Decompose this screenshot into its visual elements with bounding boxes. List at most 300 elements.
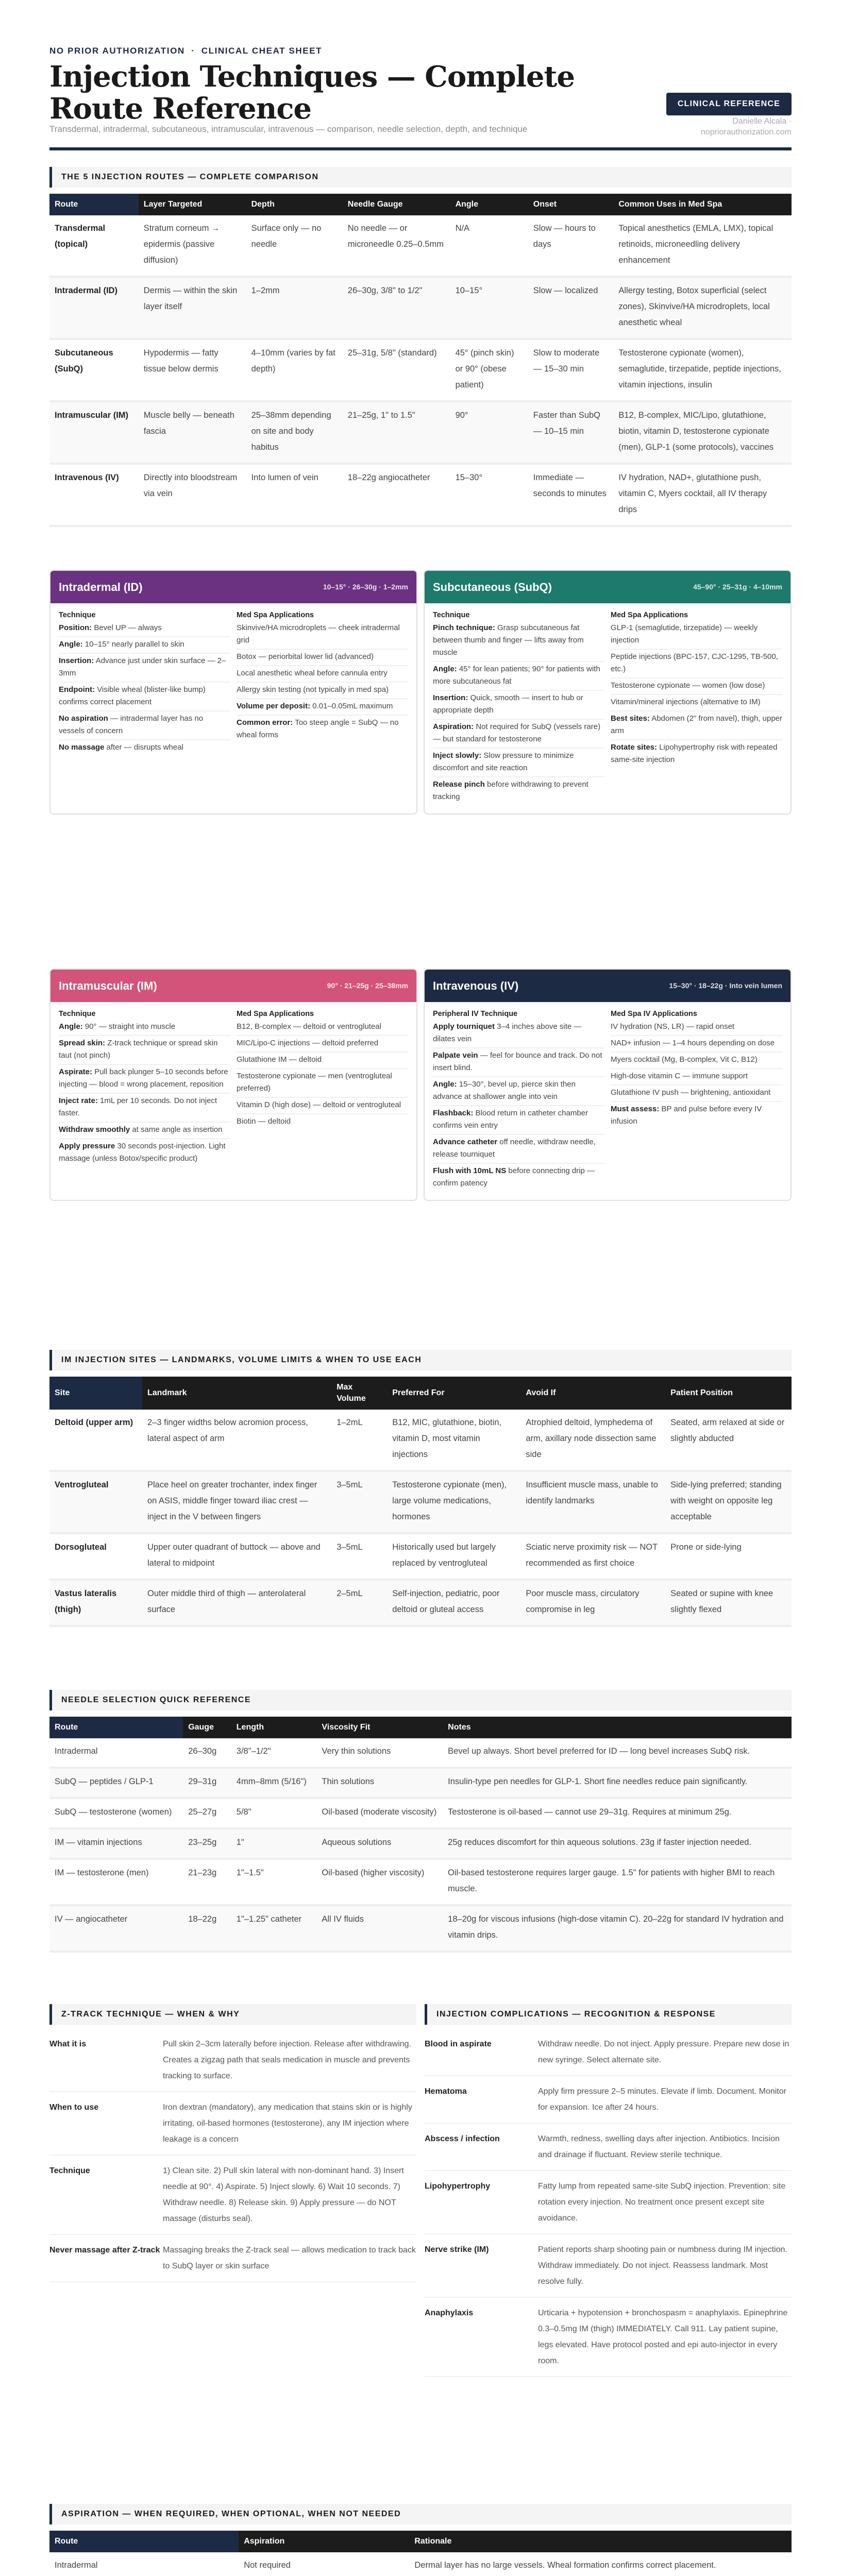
row-label: Intradermal bbox=[49, 1738, 183, 1768]
table-cell: 3–5mL bbox=[331, 1471, 387, 1533]
card-item-label: Common error: bbox=[237, 718, 293, 727]
header-kicker bbox=[49, 43, 322, 59]
route-card-body bbox=[425, 1002, 790, 1200]
card-item-text: Visible wheal (blister-like bump) confirms correct placement bbox=[59, 685, 206, 707]
card-item bbox=[611, 1020, 782, 1036]
card-item-text: Abdomen (2" from navel), thigh, upper arm bbox=[611, 714, 783, 736]
table-cell: 21–23g bbox=[183, 1859, 231, 1905]
kv-value: Withdraw needle. Do not inject. Apply pressure. Prepare new dose in new syringe. Select alternate site. bbox=[538, 2040, 789, 2064]
table-cell: 25–31g, 5/8" (standard) bbox=[343, 339, 450, 401]
row-label: Intramuscular (IM) bbox=[49, 401, 139, 464]
route-card-intramuscular-im bbox=[49, 969, 417, 1201]
column-header: Route bbox=[49, 194, 139, 215]
column-title: Med Spa Applications bbox=[237, 1010, 314, 1019]
column-header: Patient Position bbox=[665, 1377, 792, 1410]
route-card-header bbox=[425, 571, 790, 603]
card-item-text: Z-track technique or spread skin taut (not pinch) bbox=[59, 1039, 218, 1060]
table-row bbox=[49, 1738, 792, 1768]
row-label: Vastus lateralis (thigh) bbox=[49, 1580, 142, 1626]
table-cell: Side-lying preferred; standing with weight on opposite leg acceptable bbox=[665, 1471, 792, 1533]
card-item-label: Endpoint: bbox=[59, 685, 95, 694]
kv-value: Iron dextran (mandatory), any medication that stains skin or is highly irritating, oil-based hormones (testosterone), any IM injection where leakage is a concern bbox=[163, 2103, 412, 2144]
card-item bbox=[433, 1164, 604, 1192]
card-item-label: Flush with 10mL NS bbox=[433, 1166, 507, 1176]
card-item-text: Testosterone cypionate — men (ventrogluteal preferred) bbox=[237, 1072, 392, 1093]
table-row bbox=[49, 401, 792, 464]
card-item-text: Biotin — deltoid bbox=[237, 1117, 291, 1126]
column-header: Notes bbox=[443, 1717, 792, 1738]
kicker-separator: · bbox=[191, 46, 195, 56]
route-card-right-column bbox=[237, 1008, 408, 1167]
table-cell: Atrophied deltoid, lymphedema of arm, axillary node dissection same side bbox=[520, 1410, 665, 1471]
route-card-body bbox=[425, 603, 790, 814]
column-header: Landmark bbox=[142, 1377, 331, 1410]
route-card-intradermal-id bbox=[49, 570, 417, 815]
column-header: Common Uses in Med Spa bbox=[613, 194, 792, 215]
card-item-text: 0.01–0.05mL maximum bbox=[310, 702, 393, 711]
table-cell: Hypodermis — fatty tissue below dermis bbox=[139, 339, 246, 401]
column-header: Aspiration bbox=[239, 2531, 409, 2552]
page-subtitle: Transdermal, intradermal, subcutaneous, intramuscular, intravenous — comparison, needle selection, depth, and technique bbox=[49, 124, 528, 134]
card-item bbox=[59, 654, 230, 683]
card-item bbox=[237, 1020, 408, 1036]
route-card-left-column bbox=[59, 1008, 230, 1167]
card-item-text: Glutathione IM — deltoid bbox=[237, 1055, 322, 1064]
header-divider bbox=[49, 147, 792, 150]
table-cell: 1"–1.25" catheter bbox=[231, 1905, 317, 1952]
row-label: IM — vitamin injections bbox=[49, 1828, 183, 1859]
kv-value: Pull skin 2–3cm laterally before injection. Release after withdrawing. Creates a zigzag path that seals medication in muscle and prevents tracking to surface. bbox=[163, 2040, 412, 2080]
table-row bbox=[49, 1859, 792, 1905]
table-cell: Dermis — within the skin layer itself bbox=[139, 277, 246, 339]
route-card-header bbox=[51, 970, 416, 1002]
card-item-text: BP and pulse before every IV infusion bbox=[611, 1105, 762, 1126]
card-item bbox=[59, 683, 230, 711]
card-item bbox=[237, 683, 408, 699]
card-item bbox=[59, 1065, 230, 1094]
kv-row bbox=[49, 2235, 416, 2282]
table-cell: 18–22g angiocatheter bbox=[343, 464, 450, 526]
card-item-text: after — disrupts wheal bbox=[104, 743, 183, 752]
route-card-left-column bbox=[433, 609, 604, 805]
kv-label: Lipohypertrophy bbox=[425, 2182, 491, 2191]
column-header: Route bbox=[49, 1717, 183, 1738]
route-card-title: Intradermal (ID) bbox=[59, 581, 143, 594]
kv-label: Anaphylaxis bbox=[425, 2309, 474, 2317]
card-item bbox=[237, 1098, 408, 1114]
row-label: Dorsogluteal bbox=[49, 1533, 142, 1580]
row-label: SubQ — testosterone (women) bbox=[49, 1798, 183, 1828]
card-item-text: — intradermal layer has no vessels of concern bbox=[59, 714, 204, 736]
table-cell: Insufficient muscle mass, unable to identify landmarks bbox=[520, 1471, 665, 1533]
table-cell: Slow to moderate — 15–30 min bbox=[528, 339, 614, 401]
route-card-title: Intravenous (IV) bbox=[433, 979, 519, 992]
table-cell: Very thin solutions bbox=[316, 1738, 443, 1768]
aspiration-section bbox=[49, 2504, 792, 2576]
card-item-text: IV hydration (NS, LR) — rapid onset bbox=[611, 1022, 735, 1031]
row-label: Ventrogluteal bbox=[49, 1471, 142, 1533]
needle-section bbox=[49, 1690, 792, 1953]
route-card-body bbox=[51, 1002, 416, 1175]
table-cell: Surface only — no needle bbox=[246, 215, 343, 277]
column-header: Site bbox=[49, 1377, 142, 1410]
card-item-label: Palpate vein bbox=[433, 1051, 478, 1060]
card-item-text: Vitamin D (high dose) — deltoid or ventrogluteal bbox=[237, 1100, 401, 1110]
kv-label: What it is bbox=[49, 2040, 87, 2048]
table-cell: 25–38mm depending on site and body habitus bbox=[246, 401, 343, 464]
kv-value: Apply firm pressure 2–5 minutes. Elevate if limb. Document. Monitor for expansion. Ice after 24 hours. bbox=[538, 2087, 786, 2112]
card-item-text: 90° — straight into muscle bbox=[82, 1022, 176, 1031]
table-cell: Slow — localized bbox=[528, 277, 614, 339]
card-item bbox=[611, 711, 782, 740]
table-cell: 10–15° bbox=[450, 277, 528, 339]
card-item bbox=[237, 699, 408, 716]
route-card-specs: 45–90° · 25–31g · 4–10mm bbox=[693, 583, 782, 591]
column-header: Angle bbox=[450, 194, 528, 215]
row-label: Intravenous (IV) bbox=[49, 464, 139, 526]
card-item bbox=[59, 637, 230, 654]
kv-row bbox=[425, 2234, 792, 2298]
kv-row bbox=[425, 2298, 792, 2377]
table-cell: 26–30g, 3/8" to 1/2" bbox=[343, 277, 450, 339]
card-item bbox=[611, 679, 782, 695]
table-cell: 25–27g bbox=[183, 1798, 231, 1828]
table-cell: Stratum corneum → epidermis (passive diffusion) bbox=[139, 215, 246, 277]
row-label: Subcutaneous (SubQ) bbox=[49, 339, 139, 401]
card-item-label: Angle: bbox=[59, 1022, 83, 1031]
route-card-left-column bbox=[59, 609, 230, 756]
column-header: Viscosity Fit bbox=[316, 1717, 443, 1738]
route-card-right-column bbox=[237, 609, 408, 756]
card-item-label: Insertion: bbox=[433, 693, 468, 703]
ztrack-section bbox=[49, 2004, 416, 2282]
table-cell: 5/8" bbox=[231, 1798, 317, 1828]
card-item bbox=[237, 666, 408, 683]
needle-heading: NEEDLE SELECTION QUICK REFERENCE bbox=[49, 1690, 792, 1710]
kv-row bbox=[49, 2092, 416, 2156]
card-item-label: Inject rate: bbox=[59, 1096, 98, 1106]
column-header: Route bbox=[49, 2531, 239, 2552]
route-cards-row-1 bbox=[49, 570, 792, 815]
card-item-label: Apply tourniquet bbox=[433, 1022, 495, 1031]
column-header: Depth bbox=[246, 194, 343, 215]
table-cell: N/A bbox=[450, 215, 528, 277]
kv-value: Urticaria + hypotension + bronchospasm = anaphylaxis. Epinephrine 0.3–0.5mg IM (thigh) IMMEDIATELY. Call 911. Lay patient supine, legs elevated. Have protocol posted and epi auto-injector in every room. bbox=[538, 2309, 788, 2365]
column-header: Needle Gauge bbox=[343, 194, 450, 215]
route-card-title: Intramuscular (IM) bbox=[59, 979, 157, 992]
table-cell: Into lumen of vein bbox=[246, 464, 343, 526]
card-item-text: at same angle as insertion bbox=[130, 1125, 223, 1134]
kv-label: Blood in aspirate bbox=[425, 2040, 492, 2048]
card-item-label: No massage bbox=[59, 743, 105, 752]
table-row bbox=[49, 1533, 792, 1580]
table-cell: Testosterone is oil-based — cannot use 29–31g. Requires at minimum 25g. bbox=[443, 1798, 792, 1828]
im-sites-table bbox=[49, 1377, 792, 1627]
route-card-specs: 15–30° · 18–22g · Into vein lumen bbox=[669, 981, 782, 990]
card-item-label: Insertion: bbox=[59, 656, 94, 666]
author-site[interactable]: nopriorauthorization.com bbox=[700, 128, 792, 137]
card-item bbox=[59, 1094, 230, 1123]
column-title: Peripheral IV Technique bbox=[433, 1010, 518, 1019]
table-cell: Testosterone cypionate (men), large volume medications, hormones bbox=[387, 1471, 520, 1533]
table-cell: 23–25g bbox=[183, 1828, 231, 1859]
card-item-text: 1mL per 10 seconds. Do not inject faster. bbox=[59, 1096, 217, 1118]
card-item-label: Pinch technique: bbox=[433, 623, 495, 633]
card-item bbox=[237, 716, 408, 743]
card-item-label: Aspiration: bbox=[433, 722, 474, 732]
table-cell: 21–25g, 1" to 1.5" bbox=[343, 401, 450, 464]
aspiration-table bbox=[49, 2531, 792, 2576]
table-cell: 3/8"–1/2" bbox=[231, 1738, 317, 1768]
table-row bbox=[49, 1410, 792, 1471]
table-cell: Self-injection, pediatric, poor deltoid or gluteal access bbox=[387, 1580, 520, 1626]
card-item-text: Advance just under skin surface — 2–3mm bbox=[59, 656, 226, 678]
card-item-label: Volume per deposit: bbox=[237, 702, 311, 711]
card-item-label: Spread skin: bbox=[59, 1039, 106, 1048]
card-item-text: MIC/Lipo-C injections — deltoid preferred bbox=[237, 1039, 379, 1048]
card-item-label: Flashback: bbox=[433, 1109, 474, 1118]
table-cell: Faster than SubQ — 10–15 min bbox=[528, 401, 614, 464]
card-item bbox=[237, 650, 408, 666]
card-item-label: Angle: bbox=[433, 1080, 457, 1089]
card-item bbox=[433, 1106, 604, 1135]
card-item-text: Peptide injections (BPC-157, CJC-1295, TB-500, etc.) bbox=[611, 652, 778, 674]
card-item-label: Aspirate: bbox=[59, 1067, 93, 1077]
table-cell: 18–20g for viscous infusions (high-dose vitamin C). 20–22g for standard IV hydration and vitamin drips. bbox=[443, 1905, 792, 1952]
table-cell: 3–5mL bbox=[331, 1533, 387, 1580]
table-cell: Dermal layer has no large vessels. Wheal formation confirms correct placement. bbox=[409, 2552, 792, 2576]
kv-label: Abscess / infection bbox=[425, 2134, 500, 2143]
card-item-text: 3–4 inches above site — dilates vein bbox=[433, 1022, 582, 1044]
table-cell: 4–10mm (varies by fat depth) bbox=[246, 339, 343, 401]
kv-value: Massaging breaks the Z-track seal — allows medication to track back to SubQ layer or skin surface bbox=[163, 2246, 416, 2270]
card-item bbox=[237, 621, 408, 650]
card-item-label: Angle: bbox=[433, 665, 457, 674]
table-cell: Historically used but largely replaced by ventrogluteal bbox=[387, 1533, 520, 1580]
table-row bbox=[49, 1905, 792, 1952]
table-cell: 29–31g bbox=[183, 1768, 231, 1798]
routes-table bbox=[49, 194, 792, 527]
table-row bbox=[49, 1798, 792, 1828]
card-item-text: Slow pressure to minimize discomfort and site reaction bbox=[433, 751, 574, 773]
kv-value: 1) Clean site. 2) Pull skin lateral with non-dominant hand. 3) Insert needle at 90°. 4) Aspirate. 5) Inject slowly. 6) Wait 10 seconds. 7) Withdraw needle. 8) Release skin. 9) Apply pressure — do NOT massage (disturbs seal). bbox=[163, 2166, 404, 2223]
kicker-brand: NO PRIOR AUTHORIZATION bbox=[49, 46, 185, 56]
route-card-intravenous-iv bbox=[424, 969, 792, 1201]
card-item-text: High-dose vitamin C — immune support bbox=[611, 1072, 748, 1081]
table-cell: Muscle belly — beneath fascia bbox=[139, 401, 246, 464]
card-item bbox=[59, 1123, 230, 1139]
column-title: Med Spa Applications bbox=[611, 611, 688, 620]
column-header: Rationale bbox=[409, 2531, 792, 2552]
card-item-label: Rotate sites: bbox=[611, 743, 658, 752]
route-cards-row-2 bbox=[49, 969, 792, 1201]
card-item-label: Must assess: bbox=[611, 1105, 660, 1114]
row-label: Deltoid (upper arm) bbox=[49, 1410, 142, 1471]
route-card-specs: 10–15° · 26–30g · 1–2mm bbox=[323, 583, 408, 591]
table-cell: 1–2mm bbox=[246, 277, 343, 339]
table-cell: 2–5mL bbox=[331, 1580, 387, 1626]
kv-row bbox=[425, 2171, 792, 2234]
table-cell: 15–30° bbox=[450, 464, 528, 526]
card-item-text: — feel for bounce and track. Do not insert blind. bbox=[433, 1051, 602, 1073]
route-card-subcutaneous-subq bbox=[424, 570, 792, 815]
card-item bbox=[611, 1036, 782, 1053]
card-item-text: Bevel UP — always bbox=[92, 623, 162, 633]
route-card-header bbox=[425, 970, 790, 1002]
column-header: Preferred For bbox=[387, 1377, 520, 1410]
table-cell: Seated, arm relaxed at side or slightly abducted bbox=[665, 1410, 792, 1471]
author-name: Danielle Alcala · bbox=[732, 117, 792, 126]
table-cell: Upper outer quadrant of buttock — above and lateral to midpoint bbox=[142, 1533, 331, 1580]
row-label: Intradermal (ID) bbox=[49, 277, 139, 339]
kv-value: Patient reports sharp shooting pain or numbness during IM injection. Withdraw immediately. Do not inject. Reassess landmark. Most resolve fully. bbox=[538, 2245, 787, 2286]
table-cell: Topical anesthetics (EMLA, LMX), topical retinoids, microneedling delivery enhancement bbox=[613, 215, 792, 277]
table-cell: Prone or side-lying bbox=[665, 1533, 792, 1580]
table-row bbox=[49, 277, 792, 339]
card-item-text: Testosterone cypionate — women (low dose) bbox=[611, 681, 765, 690]
card-item-text: Allergy skin testing (not typically in med spa) bbox=[237, 685, 389, 694]
card-item bbox=[433, 621, 604, 662]
kv-row bbox=[425, 2124, 792, 2171]
table-cell: 1"–1.5" bbox=[231, 1859, 317, 1905]
route-card-body bbox=[51, 603, 416, 764]
card-item bbox=[433, 1135, 604, 1164]
card-item-text: 30 seconds post-injection. Light massage (unless Botox/specific product) bbox=[59, 1142, 226, 1163]
card-item-text: 45° for lean patients; 90° for patients with more subcutaneous fat bbox=[433, 665, 600, 686]
kv-row bbox=[49, 2029, 416, 2092]
card-item bbox=[433, 1077, 604, 1106]
kv-row bbox=[425, 2029, 792, 2076]
kv-label: Technique bbox=[49, 2166, 90, 2175]
table-cell: 26–30g bbox=[183, 1738, 231, 1768]
im-sites-heading: IM INJECTION SITES — LANDMARKS, VOLUME LIMITS & WHEN TO USE EACH bbox=[49, 1350, 792, 1370]
kv-label: Nerve strike (IM) bbox=[425, 2245, 489, 2254]
table-cell: Directly into bloodstream via vein bbox=[139, 464, 246, 526]
column-title: Technique bbox=[59, 1010, 96, 1019]
route-card-left-column bbox=[433, 1008, 604, 1192]
card-item-text: Blood return in catheter chamber confirms vein entry bbox=[433, 1109, 588, 1130]
kv-label: Hematoma bbox=[425, 2087, 467, 2096]
table-cell: Seated or supine with knee slightly flexed bbox=[665, 1580, 792, 1626]
table-row bbox=[49, 1471, 792, 1533]
table-cell: 25g reduces discomfort for thin aqueous solutions. 23g if faster injection needed. bbox=[443, 1828, 792, 1859]
card-item bbox=[433, 777, 604, 805]
table-cell: 18–22g bbox=[183, 1905, 231, 1952]
card-item-label: Apply pressure bbox=[59, 1142, 115, 1151]
kicker-series: CLINICAL CHEAT SHEET bbox=[201, 46, 323, 56]
route-card-right-column bbox=[611, 1008, 782, 1192]
table-cell: 2–3 finger widths below acromion process, lateral aspect of arm bbox=[142, 1410, 331, 1471]
kv-label: When to use bbox=[49, 2103, 99, 2112]
card-item bbox=[611, 1053, 782, 1069]
card-item bbox=[611, 1102, 782, 1130]
kv-label: Never massage after Z-track bbox=[49, 2246, 160, 2255]
card-item bbox=[611, 695, 782, 711]
card-item-text: GLP-1 (semaglutide, tirzepatide) — weekly injection bbox=[611, 623, 758, 645]
card-item-label: Withdraw smoothly bbox=[59, 1125, 130, 1134]
table-cell: 4mm–8mm (5/16") bbox=[231, 1768, 317, 1798]
card-item-text: Too steep angle = SubQ — no wheal forms bbox=[237, 718, 399, 740]
column-header: Avoid If bbox=[520, 1377, 665, 1410]
table-row bbox=[49, 215, 792, 277]
card-item-text: Lipohypertrophy risk with repeated same-site injection bbox=[611, 743, 778, 765]
column-title: Technique bbox=[59, 611, 96, 620]
card-item-label: Inject slowly: bbox=[433, 751, 482, 760]
table-cell: B12, MIC, glutathione, biotin, vitamin D, most vitamin injections bbox=[387, 1410, 520, 1471]
table-cell: 1–2mL bbox=[331, 1410, 387, 1471]
table-cell: Oil-based (higher viscosity) bbox=[316, 1859, 443, 1905]
card-item bbox=[433, 749, 604, 777]
card-item bbox=[433, 720, 604, 749]
needle-table bbox=[49, 1717, 792, 1953]
card-item bbox=[611, 1086, 782, 1102]
card-item bbox=[611, 650, 782, 679]
ztrack-heading: Z-TRACK TECHNIQUE — WHEN & WHY bbox=[49, 2004, 416, 2025]
card-item-text: before connecting drip — confirm patency bbox=[433, 1166, 595, 1188]
complications-heading: INJECTION COMPLICATIONS — RECOGNITION & RESPONSE bbox=[425, 2004, 792, 2025]
table-row bbox=[49, 1828, 792, 1859]
table-cell: Place heel on greater trochanter, index finger on ASIS, middle finger toward iliac crest — inject in the V between fingers bbox=[142, 1471, 331, 1533]
im-sites-section bbox=[49, 1350, 792, 1627]
card-item bbox=[237, 1114, 408, 1130]
card-item-text: Local anesthetic wheal before cannula entry bbox=[237, 669, 388, 678]
route-card-right-column bbox=[611, 609, 782, 805]
table-cell: Testosterone cypionate (women), semaglutide, tirzepatide, peptide injections, vitamin injections, insulin bbox=[613, 339, 792, 401]
routes-section bbox=[49, 167, 792, 527]
row-label: IV — angiocatheter bbox=[49, 1905, 183, 1952]
card-item bbox=[433, 1020, 604, 1048]
author-block bbox=[668, 116, 792, 138]
card-item-text: NAD+ infusion — 1–4 hours depending on dose bbox=[611, 1039, 775, 1048]
card-item-label: Angle: bbox=[59, 640, 83, 649]
card-item bbox=[237, 1069, 408, 1098]
table-cell: Thin solutions bbox=[316, 1768, 443, 1798]
complications-section bbox=[425, 2004, 792, 2377]
card-item bbox=[59, 740, 230, 756]
table-cell: Oil-based (moderate viscosity) bbox=[316, 1798, 443, 1828]
table-row bbox=[49, 339, 792, 401]
card-item bbox=[59, 1020, 230, 1036]
card-item bbox=[611, 621, 782, 650]
column-title: Med Spa Applications bbox=[237, 611, 314, 620]
table-cell: B12, B-complex, MIC/Lipo, glutathione, biotin, vitamin D, testosterone cypionate (men), GLP-1 (some protocols), vaccines bbox=[613, 401, 792, 464]
table-cell: IV hydration, NAD+, glutathione push, vitamin C, Myers cocktail, all IV therapy drips bbox=[613, 464, 792, 526]
column-header: Onset bbox=[528, 194, 614, 215]
card-item-label: No aspiration bbox=[59, 714, 108, 723]
table-cell: Not required bbox=[239, 2552, 409, 2576]
route-card-title: Subcutaneous (SubQ) bbox=[433, 581, 552, 594]
card-item-text: off needle, withdraw needle, release tourniquet bbox=[433, 1138, 596, 1159]
table-cell: Immediate — seconds to minutes bbox=[528, 464, 614, 526]
routes-heading: THE 5 INJECTION ROUTES — COMPLETE COMPARISON bbox=[49, 167, 792, 188]
card-item-text: Grasp subcutaneous fat between thumb and finger — lifts away from muscle bbox=[433, 623, 584, 657]
card-item-text: Skinvive/HA microdroplets — cheek intradermal grid bbox=[237, 623, 400, 645]
kv-row bbox=[49, 2156, 416, 2235]
table-cell: 90° bbox=[450, 401, 528, 464]
table-row bbox=[49, 2552, 792, 2576]
card-item-label: Position: bbox=[59, 623, 92, 633]
card-item-text: Not required for SubQ (vessels rare) — but standard for testosterone bbox=[433, 722, 601, 744]
card-item bbox=[59, 1139, 230, 1167]
table-cell: Bevel up always. Short bevel preferred for ID — long bevel increases SubQ risk. bbox=[443, 1738, 792, 1768]
card-item bbox=[433, 662, 604, 691]
card-item-label: Release pinch bbox=[433, 780, 485, 789]
card-item-text: Myers cocktail (Mg, B-complex, Vit C, B12) bbox=[611, 1055, 758, 1064]
kv-value: Warmth, redness, swelling days after injection. Antibiotics. Incision and drainage if fluctuant. Review sterile technique. bbox=[538, 2134, 780, 2159]
table-cell: Slow — hours to days bbox=[528, 215, 614, 277]
card-item-label: Advance catheter bbox=[433, 1138, 498, 1147]
card-item-text: Botox — periorbital lower lid (advanced) bbox=[237, 652, 374, 662]
